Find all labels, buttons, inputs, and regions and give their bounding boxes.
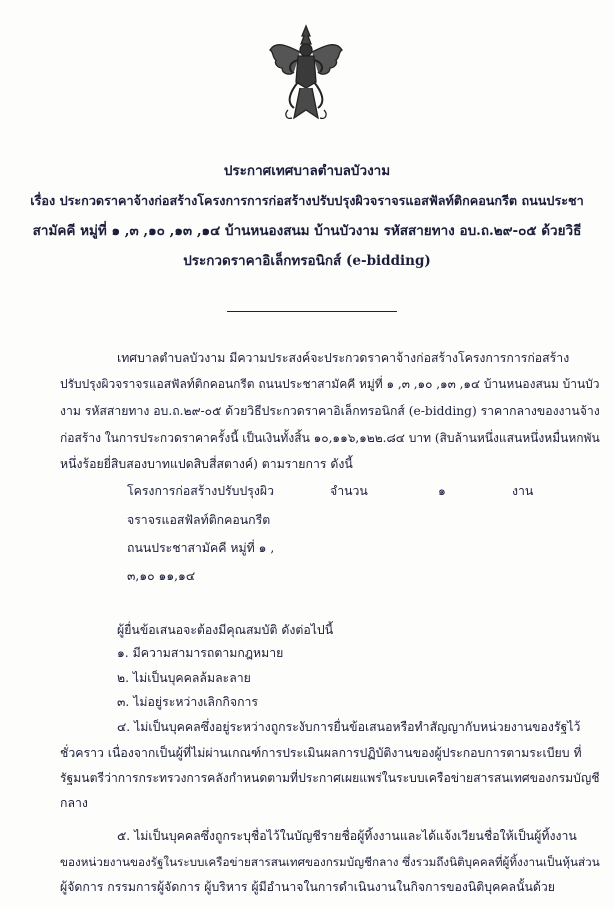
qualifications-heading: ผู้ยื่นข้อเสนอจะต้องมีคุณสมบัติ ดังต่อไปนี้ [117, 623, 334, 637]
item-qty-label: จำนวน [330, 484, 368, 498]
intro-line: งาม รหัสสายทาง อบ.ถ.๒๙-๐๕ ด้วยวิธีประกวดราคาอิเล็กทรอนิกส์ (e-bidding) ราคากลางของงานจ้าง [60, 404, 600, 418]
subject-line-1: เรื่อง ประกวดราคาจ้างก่อสร้างโครงการการก่อสร้างปรับปรุงผิวจราจรแอสฟัลท์ติกคอนกรีต ถนนประชา [30, 193, 584, 208]
subject-line-3: ประกวดราคาอิเล็กทรอนิกส์ (e-bidding) [183, 253, 431, 269]
item-name-line: จราจรแอสฟัลท์ติกคอนกรีต [127, 513, 271, 527]
qualification-item: ๔. ไม่เป็นบุคคลซึ่งอยู่ระหว่างถูกระงับการยื่นข้อเสนอหรือทำสัญญากับหน่วยงานของรัฐไว้ [117, 720, 581, 734]
item-unit: งาน [512, 484, 534, 498]
qualification-item: กลาง [60, 796, 88, 810]
qualification-item: ของหน่วยงานของรัฐในระบบเครือข่ายสารสนเทศของกรมบัญชีกลาง ซึ่งรวมถึงนิติบุคคลที่ผู้ทิ้งงานเป็นหุ้นส่วน [60, 855, 600, 869]
garuda-emblem-icon [264, 22, 348, 126]
qualification-item: ผู้จัดการ กรรมการผู้จัดการ ผู้บริหาร ผู้มีอำนาจในการดำเนินงานในกิจการของนิติบุคคลนั้นด้วย [60, 880, 555, 894]
qualification-item: ๑. มีความสามารถตามกฎหมาย [117, 646, 284, 660]
item-name-line: ๓,๑๐ ๑๑,๑๔ [127, 569, 196, 583]
announcement-title: ประกาศเทศบาลตำบลบัวงาม [223, 163, 391, 179]
item-name-line: ถนนประชาสามัคคี หมู่ที่ ๑ , [127, 541, 275, 555]
qualification-item: ๓. ไม่อยู่ระหว่างเลิกกิจการ [117, 695, 259, 709]
intro-line: ปรับปรุงผิวจราจรแอสฟัลท์ติกคอนกรีต ถนนประชาสามัคคี หมู่ที่ ๑ ,๓ ,๑๐ ,๑๓ ,๑๔ บ้านหนองสนม บ้านบัว [60, 377, 600, 391]
qualification-item: ๒. ไม่เป็นบุคคลล้มละลาย [117, 671, 251, 685]
item-qty: ๑ [438, 484, 446, 498]
item-name-line: โครงการก่อสร้างปรับปรุงผิว [127, 484, 274, 498]
qualification-item: ชั่วคราว เนื่องจากเป็นผู้ที่ไม่ผ่านเกณฑ์การประเมินผลการปฏิบัติงานของผู้ประกอบการตามระเบียบ ที่ [60, 746, 582, 760]
header-divider [227, 311, 397, 312]
subject-line-2: สามัคคี หมู่ที่ ๑ ,๓ ,๑๐ ,๑๓ ,๑๔ บ้านหนองสนม บ้านบัวงาม รหัสสายทาง อบ.ถ.๒๙-๐๕ ด้วยวิธี [32, 223, 582, 239]
intro-line: ก่อสร้าง ในการประกวดราคาครั้งนี้ เป็นเงินทั้งสิ้น ๑๐,๑๑๖,๑๒๒.๘๔ บาท (สิบล้านหนึ่งแสนหนึ่งหมื่นหกพัน [60, 431, 600, 445]
intro-line: เทศบาลตำบลบัวงาม มีความประสงค์จะประกวดราคาจ้างก่อสร้างโครงการการก่อสร้าง [117, 351, 570, 365]
qualification-item: ๕. ไม่เป็นบุคคลซึ่งถูกระบุชื่อไว้ในบัญชีรายชื่อผู้ทิ้งงานและได้แจ้งเวียนชื่อให้เป็นผู้ทิ้งงาน [117, 829, 577, 843]
qualification-item: รัฐมนตรีว่าการกระทรวงการคลังกำหนดตามที่ประกาศเผยแพร่ในระบบเครือข่ายสารสนเทศของกรมบัญชี [60, 771, 600, 785]
intro-line: หนึ่งร้อยยี่สิบสองบาทแปดสิบสี่สตางค์) ตามรายการ ดังนี้ [60, 457, 353, 471]
